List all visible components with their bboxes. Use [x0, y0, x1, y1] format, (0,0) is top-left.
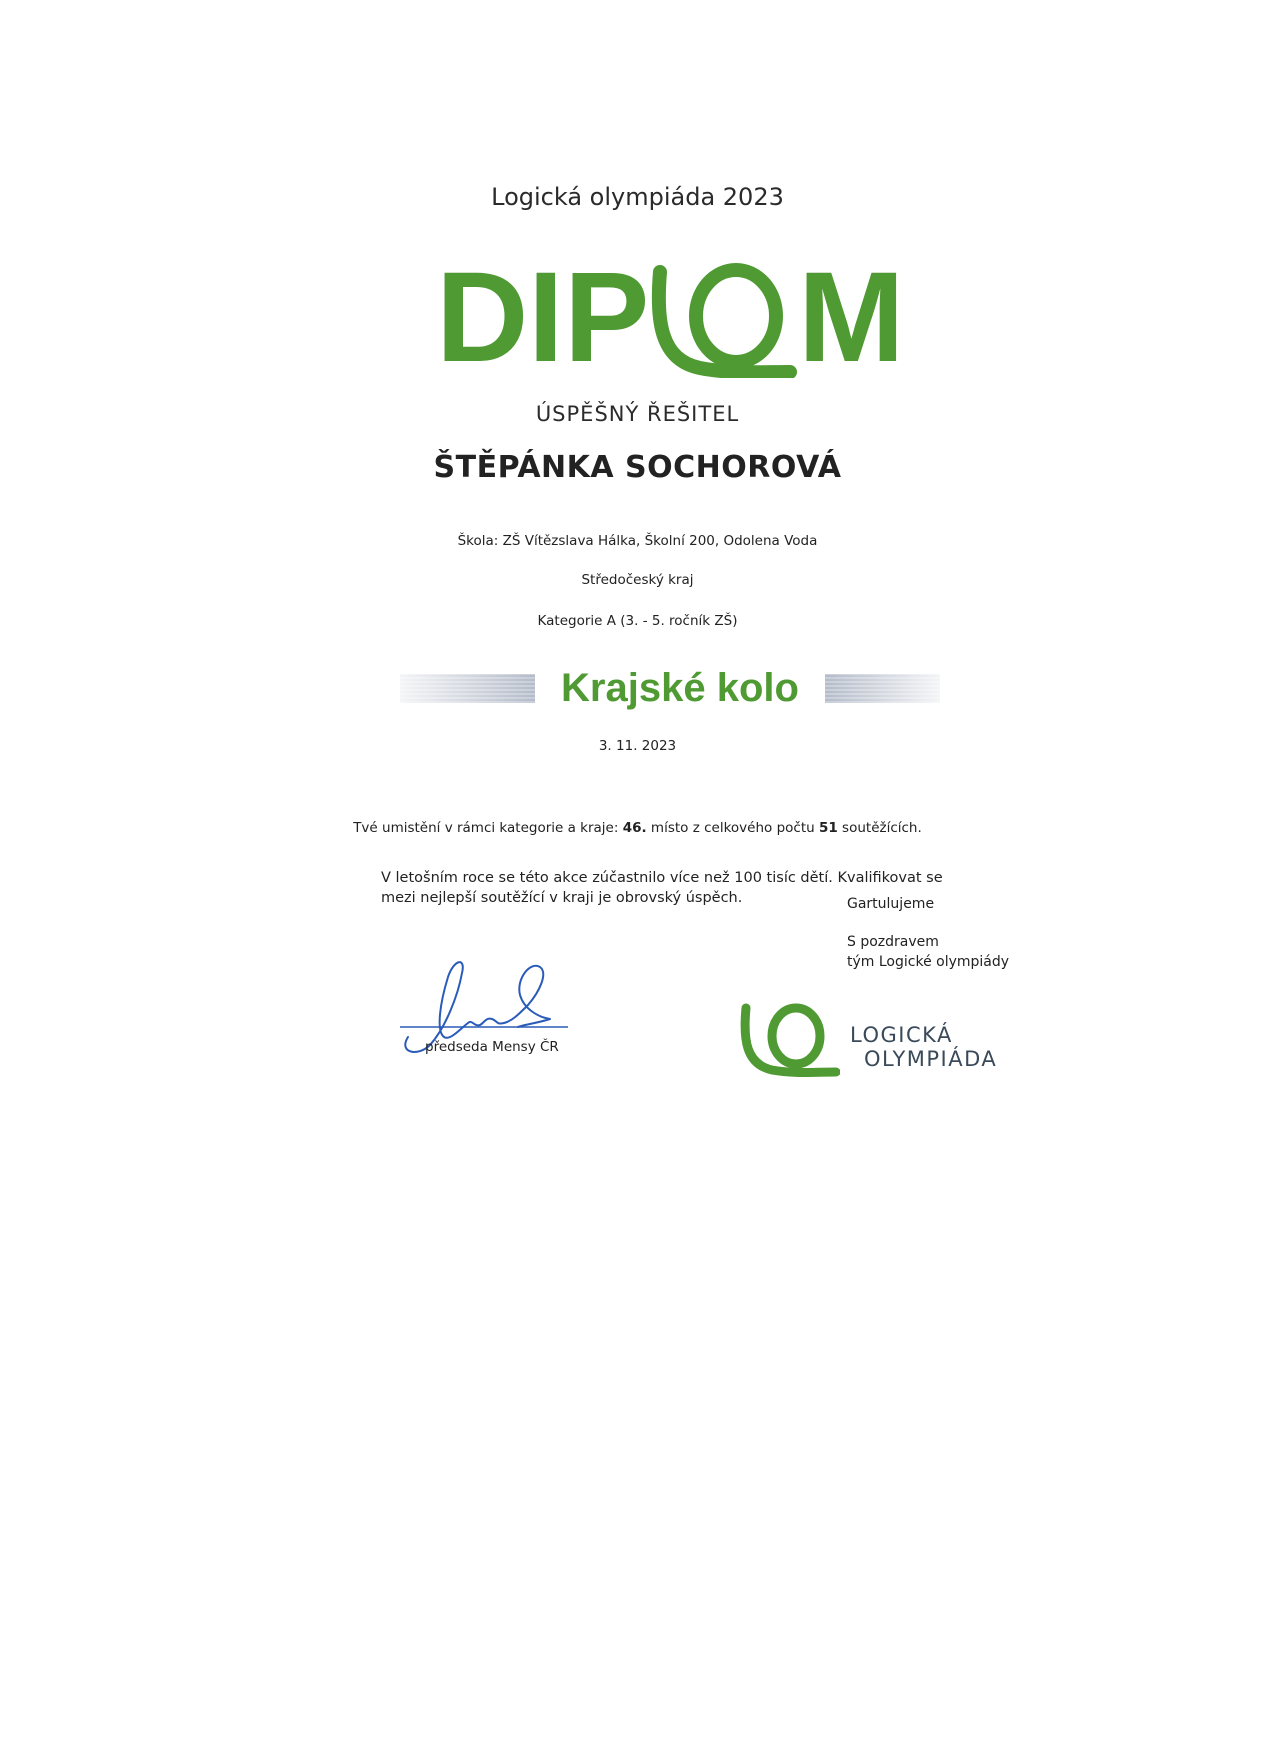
- round-title: Krajské kolo: [561, 666, 799, 710]
- round-date: 3. 11. 2023: [598, 738, 677, 754]
- logo-line-2: OLYMPIÁDA: [864, 1047, 998, 1071]
- banner-stripe-left: [400, 674, 535, 703]
- event-title: Logická olympiáda 2023: [491, 183, 784, 211]
- region-line: Středočeský kraj: [581, 572, 694, 588]
- recipient-name: ŠTĚPÁNKA SOCHOROVÁ: [433, 450, 842, 485]
- banner-stripe-right: [825, 674, 940, 703]
- placement-prefix: Tvé umistění v rámci kategorie a kraje:: [353, 820, 623, 836]
- lo-emblem-icon: [650, 260, 800, 378]
- placement-middle: místo z celkového počtu: [646, 820, 819, 836]
- diploma-heading-d: D: [436, 246, 529, 389]
- diploma-heading-m: M: [798, 246, 905, 389]
- diploma-heading-p: P: [564, 246, 650, 389]
- round-banner: [400, 667, 940, 709]
- category-line: Kategorie A (3. - 5. ročník ZŠ): [537, 613, 738, 629]
- closing-line-1: S pozdravem: [847, 934, 939, 950]
- placement-total: 51: [818, 820, 838, 836]
- diploma-heading-i: I: [528, 246, 564, 389]
- school-line: Škola: ZŠ Vítězslava Hálka, Školní 200, Odolena Voda: [457, 533, 818, 549]
- placement-rank: 46.: [622, 820, 647, 836]
- diploma-heading: [436, 246, 936, 389]
- signatory-title: předseda Mensy ČR: [425, 1039, 559, 1055]
- placement-suffix: soutěžících.: [837, 820, 922, 836]
- closing: [847, 932, 1009, 972]
- closing-line-2: tým Logické olympiády: [847, 954, 1010, 970]
- greeting: Gartulujeme: [847, 896, 935, 912]
- placement-line: [0, 820, 1275, 836]
- lo-logo-icon: [738, 1000, 840, 1078]
- logo-line-1: LOGICKÁ: [850, 1023, 953, 1047]
- logo-wordmark: [850, 1023, 997, 1071]
- recipient-label: ÚSPĚŠNÝ ŘEŠITEL: [535, 402, 740, 426]
- participation-text: V letošním roce se této akce zúčastnilo více než 100 tisíc dětí. Kvalifikovat se mezi nejlepší soutěžící v kraji je obrovský úspěch.: [381, 870, 943, 906]
